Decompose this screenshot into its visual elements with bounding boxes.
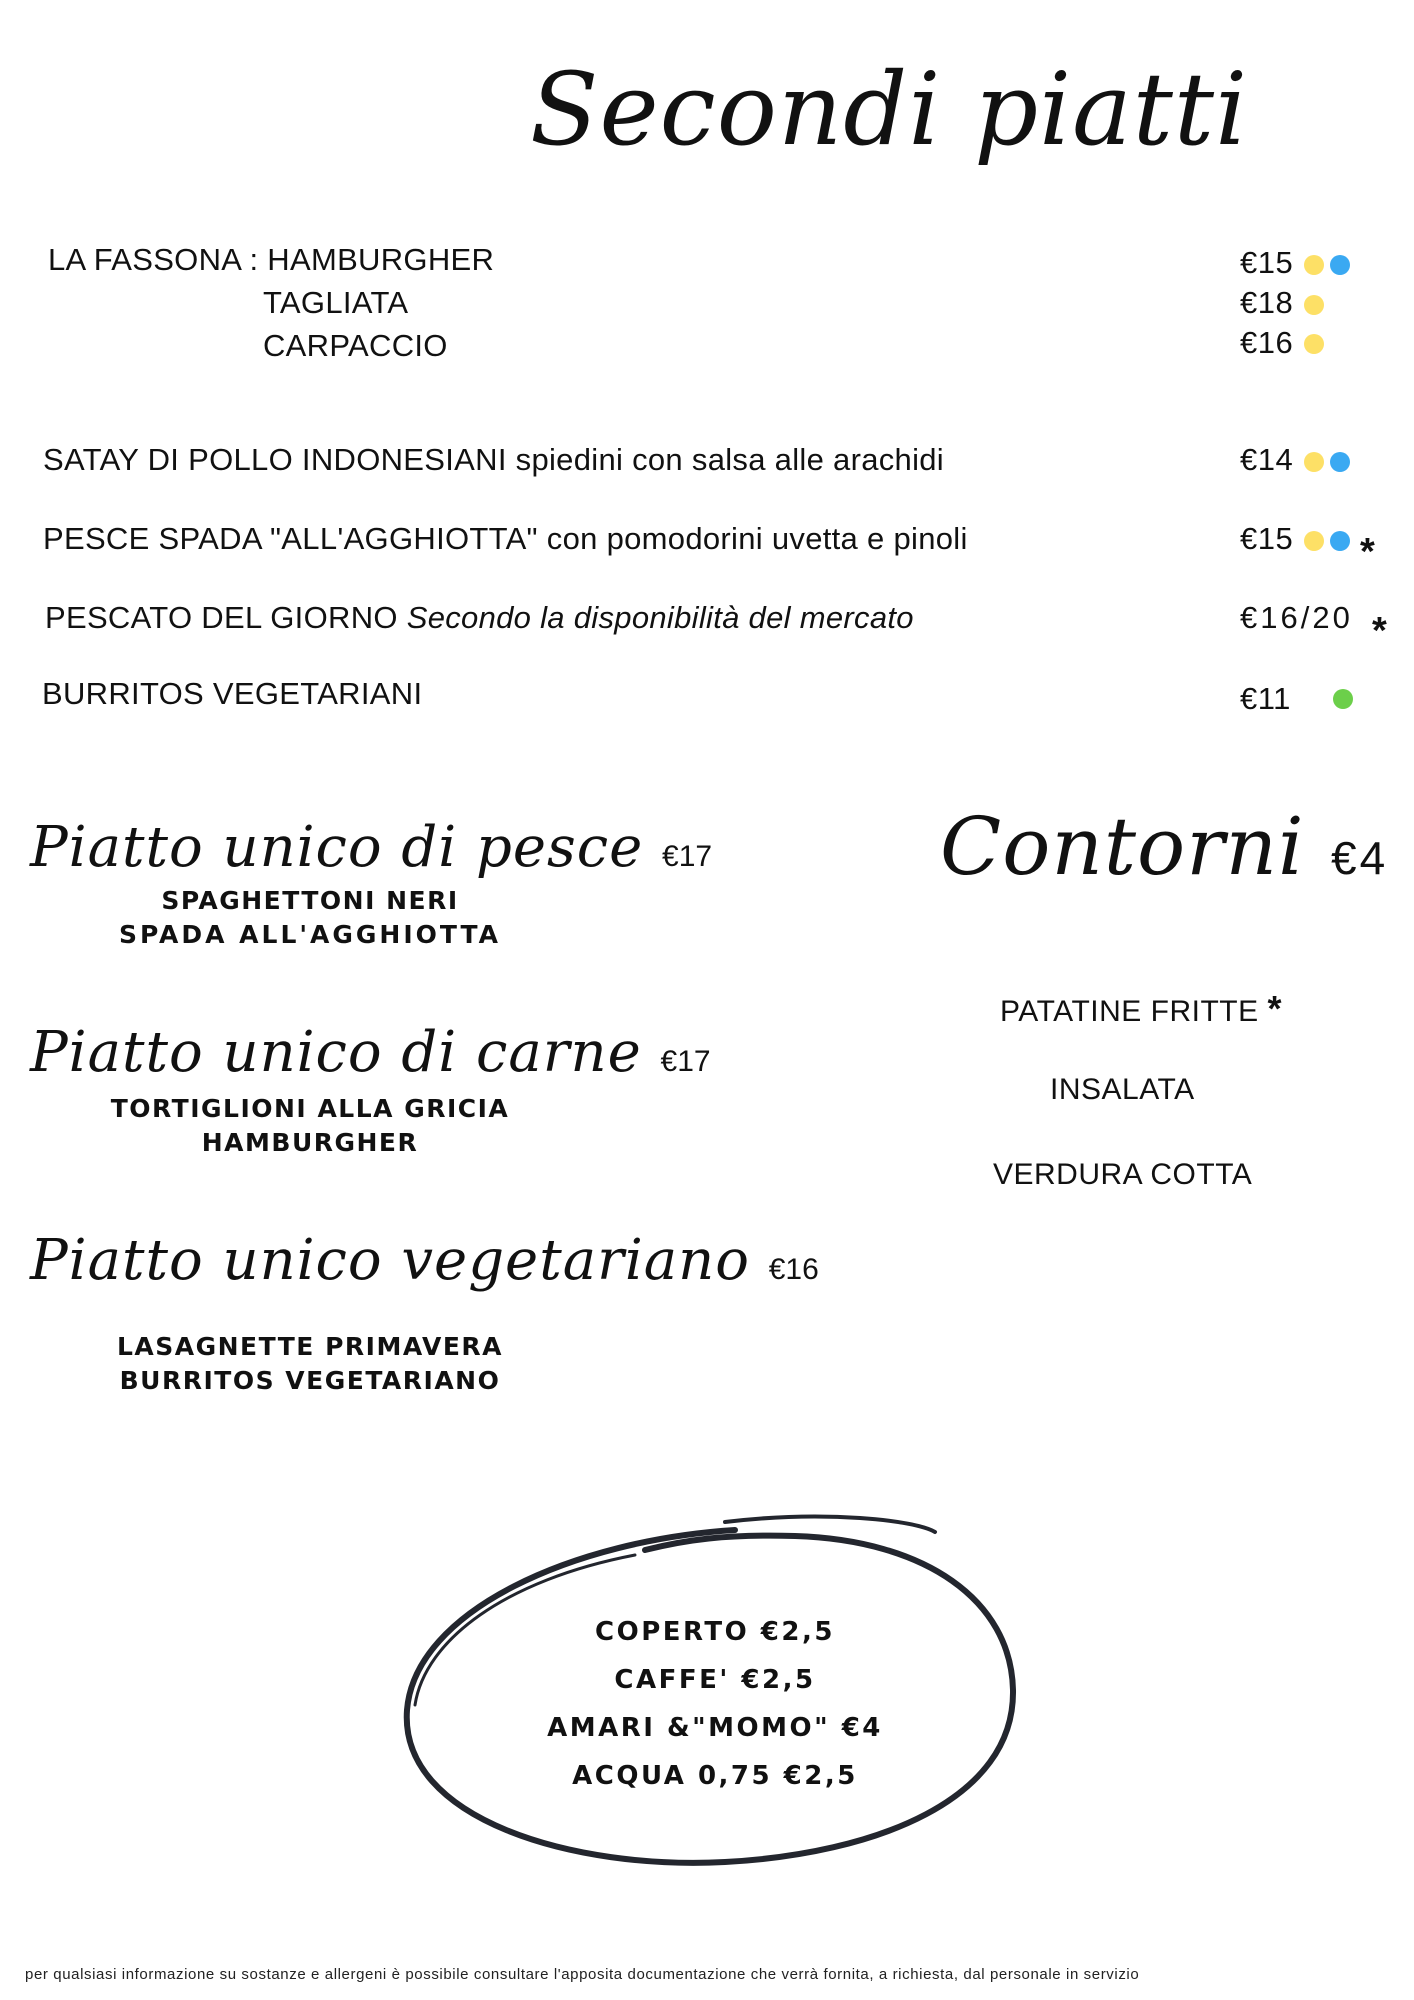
allergen-dot-yellow <box>1304 295 1324 315</box>
extra-caffe: CAFFE' €2,5 <box>614 1665 816 1695</box>
unico-price: €17 <box>662 840 713 873</box>
extras-list <box>495 1608 935 1800</box>
unico-title-text: Piatto unico di pesce <box>30 815 644 880</box>
allergen-dot-green <box>1333 689 1353 709</box>
allergen-dot-blue <box>1330 255 1350 275</box>
unico-line: LASAGNETTE PRIMAVERA <box>116 1332 504 1361</box>
frozen-star-icon: * <box>1267 988 1282 1029</box>
dish-burritos <box>42 676 422 712</box>
price-satay: €14 <box>1240 442 1294 477</box>
unico-line: HAMBURGHER <box>201 1128 419 1157</box>
contorni-title-text: Contorni <box>940 800 1305 893</box>
unico-title-text: Piatto unico vegetariano <box>30 1228 750 1293</box>
extra-acqua: ACQUA 0,75 €2,5 <box>572 1761 858 1791</box>
allergen-dot-blue <box>1330 531 1350 551</box>
unico-pesce-title <box>30 815 712 880</box>
unico-price: €17 <box>660 1045 711 1078</box>
unico-carne-title <box>30 1020 711 1085</box>
price-tagliata: €18 <box>1240 285 1294 320</box>
unico-carne-lines <box>110 1092 510 1160</box>
dish-satay <box>43 442 944 478</box>
frozen-star-icon: * <box>1360 531 1375 573</box>
unico-title-text: Piatto unico di carne <box>30 1020 642 1085</box>
unico-pesce-lines <box>110 884 510 952</box>
dish-pescato <box>45 600 914 636</box>
contorno-insalata: INSALATA <box>1050 1073 1195 1106</box>
allergen-dot-blue <box>1330 452 1350 472</box>
dish-name: PESCATO DEL GIORNO <box>45 600 398 635</box>
unico-line: BURRITOS VEGETARIANO <box>119 1366 501 1395</box>
price-burritos: €11 <box>1240 681 1291 716</box>
fassona-label: LA FASSONA : HAMBURGHER <box>48 242 495 277</box>
contorno-patatine <box>1000 988 1282 1030</box>
price-pescato: €16/20 <box>1240 600 1353 635</box>
fassona-tagliata: TAGLIATA <box>263 285 409 320</box>
allergen-dot-yellow <box>1304 452 1324 472</box>
unico-line: SPAGHETTONI NERI <box>161 886 459 915</box>
dish-name: SATAY DI POLLO INDONESIANI <box>43 442 507 477</box>
dish-desc: spiedini con salsa alle arachidi <box>515 442 944 477</box>
unico-price: €16 <box>768 1253 819 1286</box>
fassona-carpaccio: CARPACCIO <box>263 328 448 363</box>
unico-line: TORTIGLIONI ALLA GRICIA <box>110 1094 510 1123</box>
frozen-star-icon: * <box>1372 610 1387 652</box>
allergen-footer-note: per qualsiasi informazione su sostanze e allergeni è possibile consultare l'apposita documentazione che verrà fornita, a richiesta, dal personale in servizio <box>25 1966 1140 1983</box>
unico-line: SPADA ALL'AGGHIOTTA <box>119 920 501 949</box>
price-pesce-spada: €15 <box>1240 521 1294 556</box>
unico-vegetariano-lines <box>110 1330 510 1398</box>
unico-vegetariano-title <box>30 1228 819 1293</box>
allergen-dot-yellow <box>1304 531 1324 551</box>
contorno-verdura: VERDURA COTTA <box>993 1158 1253 1191</box>
price-hamburgher: €15 <box>1240 245 1294 280</box>
extra-coperto: COPERTO €2,5 <box>595 1617 835 1647</box>
dish-desc: Secondo la disponibilità del mercato <box>406 600 914 635</box>
dish-name: PESCE SPADA "ALL'AGGHIOTTA" <box>43 521 538 556</box>
contorno-label: PATATINE FRITTE <box>1000 995 1259 1028</box>
extra-amari: AMARI &"MOMO" €4 <box>547 1713 883 1743</box>
allergen-dot-yellow <box>1304 255 1324 275</box>
price-carpaccio: €16 <box>1240 325 1294 360</box>
dish-pesce-spada <box>43 521 968 557</box>
dish-name: BURRITOS VEGETARIANI <box>42 676 423 711</box>
contorni-title <box>940 800 1388 893</box>
contorni-price: €4 <box>1331 832 1389 884</box>
page-title: Secondi piatti <box>530 51 1249 168</box>
dish-desc: con pomodorini uvetta e pinoli <box>546 521 968 556</box>
allergen-dot-yellow <box>1304 334 1324 354</box>
